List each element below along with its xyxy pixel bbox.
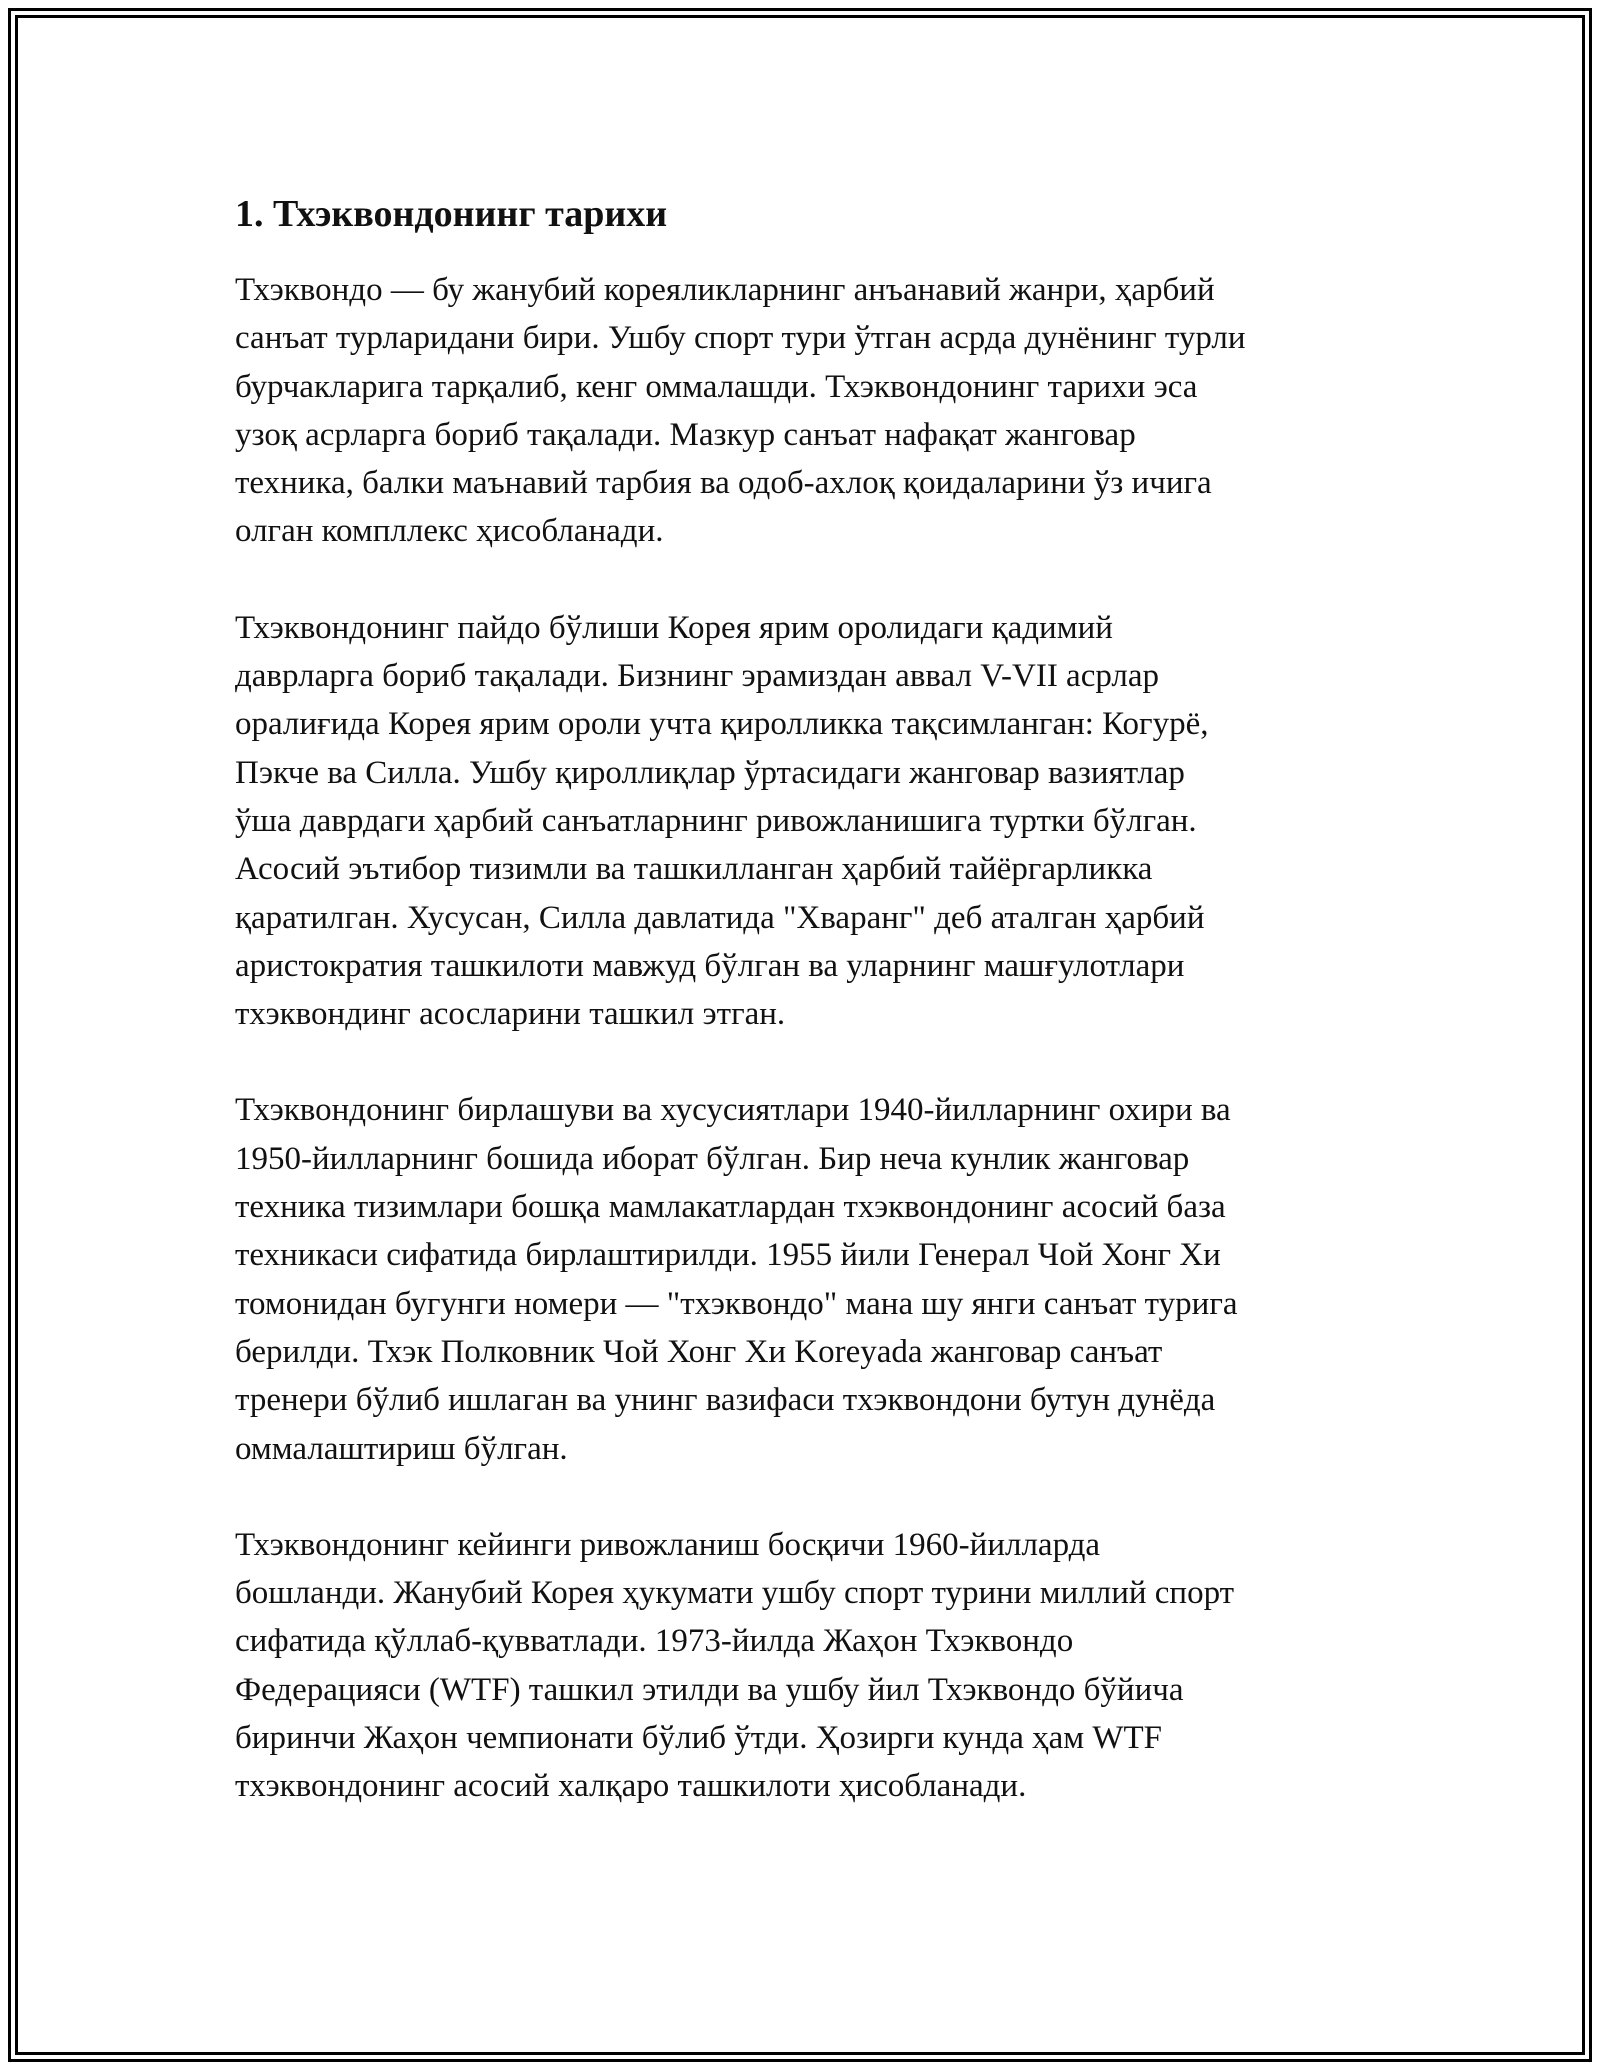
paragraph-3	[235, 1086, 1375, 1472]
document-body	[235, 188, 1375, 1859]
paragraph-2	[235, 604, 1375, 1039]
paragraph-line: техникаси сифатида бирлаштирилди. 1955 йили Генерал Чой Хонг Хи	[235, 1237, 1221, 1274]
paragraph-line: Тхэквондонинг кейинги ривожланиш босқичи 1960-йилларда	[235, 1526, 1101, 1563]
paragraph-line: Тхэквондонинг пайдо бўлиши Корея ярим оролидаги қадимий	[235, 609, 1113, 646]
paragraph-line: тхэквондинг асосларини ташкил этган.	[235, 996, 786, 1033]
paragraph-line: 1950-йилларнинг бошида иборат бўлган. Бир неча кунлик жанговар	[235, 1140, 1190, 1177]
section-heading: 1. Тхэквондонинг тарихи	[235, 193, 668, 235]
paragraph-line: томонидан бугунги номери — "тхэквондо" мана шу янги санъат турига	[235, 1285, 1238, 1322]
paragraph-line: аристократия ташкилоти мавжуд бўлган ва уларнинг машғулотлари	[235, 947, 1185, 984]
paragraph-line: бурчакларига тарқалиб, кенг оммалашди. Тхэквондонинг тарихи эса	[235, 368, 1198, 405]
paragraph-line: оммалаштириш бўлган.	[235, 1430, 568, 1467]
paragraph-line: санъат турларидани бири. Ушбу спорт тури ўтган асрда дунёнинг турли	[235, 320, 1246, 357]
paragraph-line: берилди. Тхэк Полковник Чой Хонг Хи Koreyada жанговар санъат	[235, 1333, 1163, 1370]
paragraph-line: Пэкче ва Силла. Ушбу қироллиқлар ўртасидаги жанговар вазиятлар	[235, 754, 1185, 791]
paragraph-line: Тхэквондонинг бирлашуви ва хусусиятлари 1940-йилларнинг охири ва	[235, 1092, 1231, 1129]
paragraph-line: сифатида қўллаб-қувватлади. 1973-йилда Жаҳон Тхэквондо	[235, 1623, 1074, 1660]
paragraph-line: Федерацияси (WTF) ташкил этилди ва ушбу йил Тхэквондо бўйича	[235, 1671, 1184, 1708]
paragraph-line: бошланди. Жанубий Корея ҳукумати ушбу спорт турини миллий спорт	[235, 1575, 1235, 1612]
paragraph-line: тренери бўлиб ишлаган ва унинг вазифаси тхэквондони бутун дунёда	[235, 1382, 1216, 1419]
paragraph-line: олган компллекс ҳисобланади.	[235, 513, 664, 550]
paragraph-1	[235, 266, 1375, 556]
paragraph-line: техника, балки маънавий тарбия ва одоб-ахлоқ қоидаларини ўз ичига	[235, 465, 1212, 502]
paragraph-line: биринчи Жаҳон чемпионати бўлиб ўтди. Ҳозирги кунда ҳам WTF	[235, 1720, 1163, 1757]
paragraph-line: ўша даврдаги ҳарбий санъатларнинг ривожланишига туртки бўлган.	[235, 802, 1197, 839]
paragraph-line: тхэквондонинг асосий халқаро ташкилоти ҳисобланади.	[235, 1768, 1027, 1805]
paragraph-4	[235, 1521, 1375, 1811]
paragraph-line: Тхэквондо — бу жанубий кореяликларнинг анъанавий жанри, ҳарбий	[235, 272, 1215, 308]
paragraph-line: узоқ асрларга бориб тақалади. Мазкур санъат нафақат жанговар	[235, 416, 1136, 453]
paragraph-line: оралиғида Корея ярим ороли учта қиролликка тақсимланган: Когурё,	[235, 706, 1209, 743]
paragraph-line: даврларга бориб тақалади. Бизнинг эрамиздан аввал V-VII асрлар	[235, 658, 1160, 695]
paragraph-line: Асосий эътибор тизимли ва ташкилланган ҳарбий тайёргарликка	[235, 851, 1153, 888]
paragraph-line: техника тизимлари бошқа мамлакатлардан тхэквондонинг асосий база	[235, 1189, 1226, 1226]
paragraph-line: қаратилган. Хусусан, Силла давлатида "Хваранг" деб аталган ҳарбий	[235, 899, 1205, 936]
